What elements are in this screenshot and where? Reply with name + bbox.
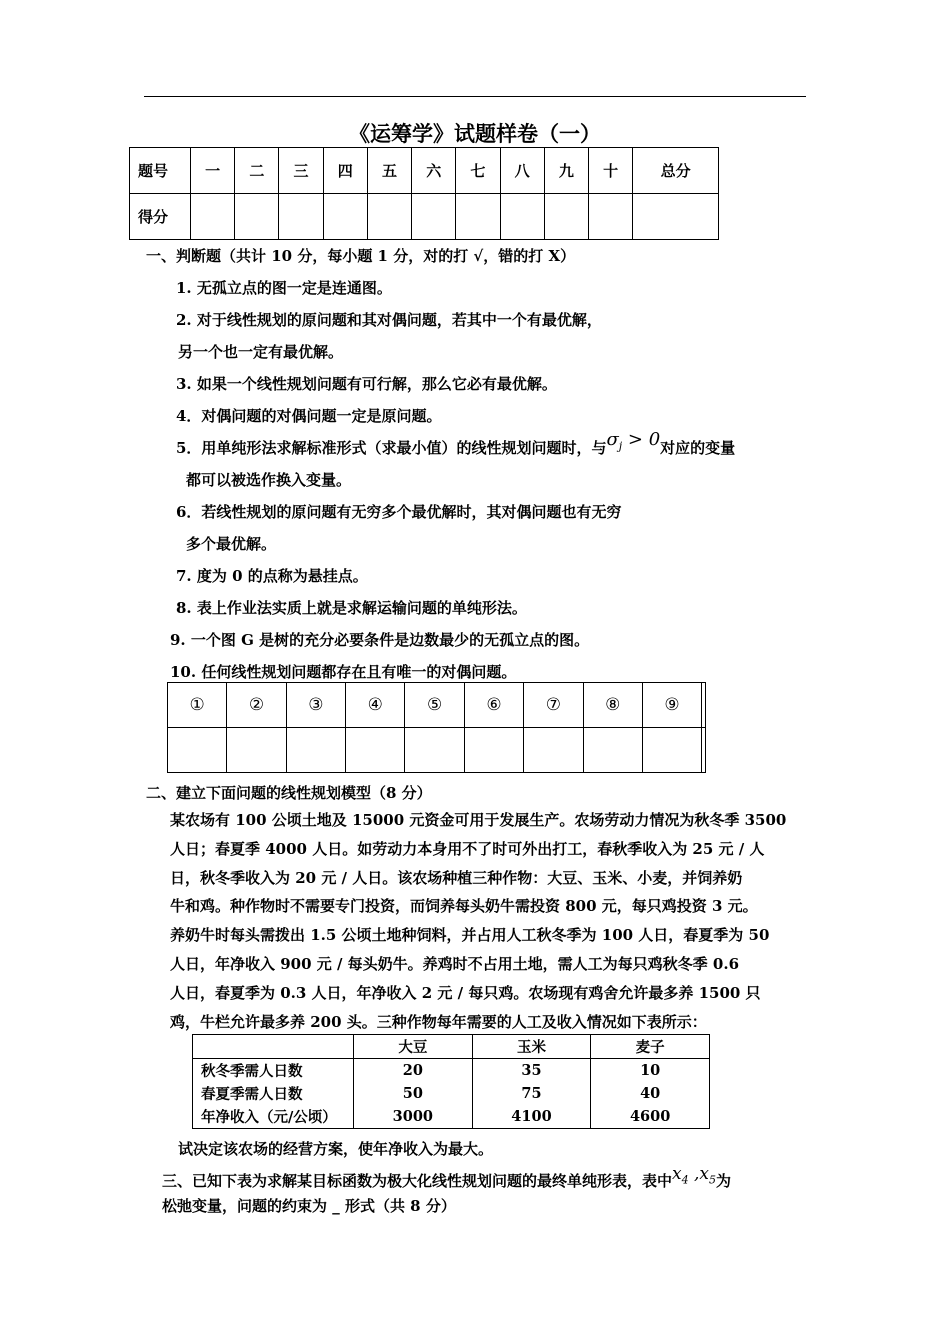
question-5a (176, 429, 736, 461)
section3-line2: 松弛变量，问题的约束为 _ 形式（共 8 分） (162, 1197, 456, 1215)
crop-table-row (193, 1082, 710, 1105)
answer-mark (702, 683, 706, 728)
section3-line1-pre: 三、已知下表为求解某目标函数为极大化线性规划问题的最终单纯形表，表中 (162, 1172, 673, 1190)
score-col: 九 (544, 148, 588, 194)
answer-mark: ⑥ (464, 683, 523, 728)
crop-table-row (193, 1059, 710, 1083)
crop-table-header (193, 1035, 710, 1059)
answer-mark: ⑨ (642, 683, 701, 728)
page-title: 《运筹学》试题样卷（一） (349, 121, 601, 146)
score-cell[interactable] (500, 194, 544, 240)
section3-line1-post: 为 (716, 1172, 732, 1190)
crop-row-label: 春夏季需人日数 (193, 1082, 354, 1105)
paragraph-line: 牛和鸡。种作物时不需要专门投资，而饲养每头奶牛需投资 800 元，每只鸡投资 3 元。 (170, 897, 758, 916)
crop-header: 大豆 (354, 1035, 473, 1059)
answer-mark: ③ (286, 683, 345, 728)
paragraph-line: 日，秋冬季收入为 20 元 / 人日。该农场种植三种作物：大豆、玉米、小麦，并饲养奶 (170, 868, 743, 887)
question-7: 7. 度为 0 的点称为悬挂点。 (176, 567, 368, 585)
answer-cell[interactable] (642, 728, 701, 773)
score-cell[interactable] (279, 194, 323, 240)
question-8: 8. 表上作业法实质上就是求解运输问题的单纯形法。 (176, 599, 527, 617)
answer-mark: ⑤ (405, 683, 464, 728)
question-4: 4．对偶问题的对偶问题一定是原问题。 (176, 407, 442, 425)
section2-closing: 试决定该农场的经营方案，使年净收入为最大。 (178, 1140, 494, 1158)
question-6a: 6．若线性规划的原问题有无穷多个最优解时，其对偶问题也有无穷 (176, 503, 622, 521)
score-col: 十 (588, 148, 632, 194)
answer-cell[interactable] (286, 728, 345, 773)
sigma-subscript: j (618, 439, 623, 453)
question-5a-pre: 5．用单纯形法求解标准形式（求最小值）的线性规划问题时，与 (176, 439, 607, 457)
score-table (129, 147, 719, 240)
score-col-total: 总分 (633, 148, 719, 194)
top-rule (144, 96, 806, 97)
crop-cell: 4600 (591, 1105, 710, 1129)
answer-cell[interactable] (227, 728, 286, 773)
answer-mark: ④ (346, 683, 405, 728)
score-cell[interactable] (544, 194, 588, 240)
crop-cell: 35 (472, 1059, 591, 1083)
answer-cell[interactable] (405, 728, 464, 773)
answer-mark: ① (168, 683, 227, 728)
question-5b: 都可以被选作换入变量。 (186, 471, 352, 489)
section2-heading: 二、建立下面问题的线性规划模型（8 分） (146, 784, 432, 802)
x5-subscript: 5 (709, 1173, 717, 1187)
answer-cell[interactable] (524, 728, 583, 773)
question-10: 10. 任何线性规划问题都存在且有唯一的对偶问题。 (170, 663, 517, 681)
paragraph-line: 鸡，牛栏允许最多养 200 头。三种作物每年需要的人工及收入情况如下表所示： (170, 1012, 707, 1031)
score-header-row (130, 148, 719, 194)
crop-cell: 50 (354, 1082, 473, 1105)
answer-cell[interactable] (168, 728, 227, 773)
section3-line1 (162, 1164, 732, 1193)
answer-cell[interactable] (464, 728, 523, 773)
score-col: 七 (456, 148, 500, 194)
score-col: 二 (235, 148, 279, 194)
score-cell[interactable] (191, 194, 235, 240)
question-9: 9. 一个图 G 是树的充分必要条件是边数最少的无孤立点的图。 (170, 631, 590, 649)
crop-header: 麦子 (591, 1035, 710, 1059)
question-1: 1. 无孤立点的图一定是连通图。 (176, 279, 392, 297)
crop-cell: 3000 (354, 1105, 473, 1129)
score-cell[interactable] (456, 194, 500, 240)
crop-cell: 4100 (472, 1105, 591, 1129)
variable-separator: , (688, 1164, 700, 1184)
answer-mark: ⑧ (583, 683, 642, 728)
score-cell[interactable] (367, 194, 411, 240)
score-col: 四 (323, 148, 367, 194)
crop-header: 玉米 (472, 1035, 591, 1059)
slack-variables (672, 1164, 717, 1187)
answer-label-row (168, 683, 706, 728)
sigma-formula (606, 429, 661, 453)
score-row-label: 得分 (130, 194, 191, 240)
question-2b: 另一个也一定有最优解。 (178, 343, 344, 361)
paragraph-line: 人日；春夏季 4000 人日。如劳动力本身用不了时可外出打工，春秋季收入为 25 元 / 人 (170, 839, 765, 858)
crop-cell: 10 (591, 1059, 710, 1083)
paragraph-line: 人日，年净收入 900 元 / 每头奶牛。养鸡时不占用土地，需人工为每只鸡秋冬季 0.6 (170, 954, 739, 973)
sigma-inequality: > 0 (622, 429, 661, 450)
paragraph-line: 养奶牛时每头需拨出 1.5 公顷土地种饲料，并占用人工秋冬季为 100 人日，春夏季为 50 (170, 926, 770, 945)
answer-cell[interactable] (583, 728, 642, 773)
crop-cell: 75 (472, 1082, 591, 1105)
score-col: 八 (500, 148, 544, 194)
question-5a-post: 对应的变量 (660, 439, 736, 457)
section1-heading: 一、判断题（共计 10 分，每小题 1 分，对的打 √，错的打 X） (146, 247, 576, 265)
question-3: 3. 如果一个线性规划问题有可行解，那么它必有最优解。 (176, 375, 557, 393)
crop-cell: 20 (354, 1059, 473, 1083)
answer-cell[interactable] (346, 728, 405, 773)
section2-paragraph (170, 806, 810, 1036)
answer-table (167, 682, 706, 773)
question-2a: 2. 对于线性规划的原问题和其对偶问题，若其中一个有最优解， (176, 311, 602, 329)
score-cell[interactable] (235, 194, 279, 240)
x5-symbol: x (699, 1164, 710, 1184)
x4-symbol: x (672, 1164, 682, 1184)
paragraph-line: 人日，春夏季为 0.3 人日，年净收入 2 元 / 每只鸡。农场现有鸡舍允许最多养 1500 只 (170, 983, 761, 1002)
paragraph-line: 某农场有 100 公顷土地及 15000 元资金可用于发展生产。农场劳动力情况为秋冬季 3500 (170, 811, 787, 829)
answer-input-row (168, 728, 706, 773)
score-row-label: 题号 (130, 148, 191, 194)
answer-mark: ⑦ (524, 683, 583, 728)
crop-table-row (193, 1105, 710, 1129)
score-col: 五 (367, 148, 411, 194)
score-cell[interactable] (412, 194, 456, 240)
question-6b: 多个最优解。 (186, 535, 277, 553)
score-col: 三 (279, 148, 323, 194)
score-col: 六 (412, 148, 456, 194)
score-cell[interactable] (323, 194, 367, 240)
crop-cell: 40 (591, 1082, 710, 1105)
answer-cell[interactable] (702, 728, 706, 773)
score-cell-total[interactable] (633, 194, 719, 240)
score-col: 一 (191, 148, 235, 194)
score-value-row (130, 194, 719, 240)
crop-row-label: 年净收入（元/公顷） (193, 1105, 354, 1129)
sigma-symbol: σ (606, 429, 619, 450)
crop-table-corner (193, 1035, 354, 1059)
crop-row-label: 秋冬季需人日数 (193, 1059, 354, 1083)
crop-table (192, 1034, 710, 1129)
x4-subscript: 4 (681, 1173, 689, 1187)
answer-mark: ② (227, 683, 286, 728)
score-cell[interactable] (588, 194, 632, 240)
